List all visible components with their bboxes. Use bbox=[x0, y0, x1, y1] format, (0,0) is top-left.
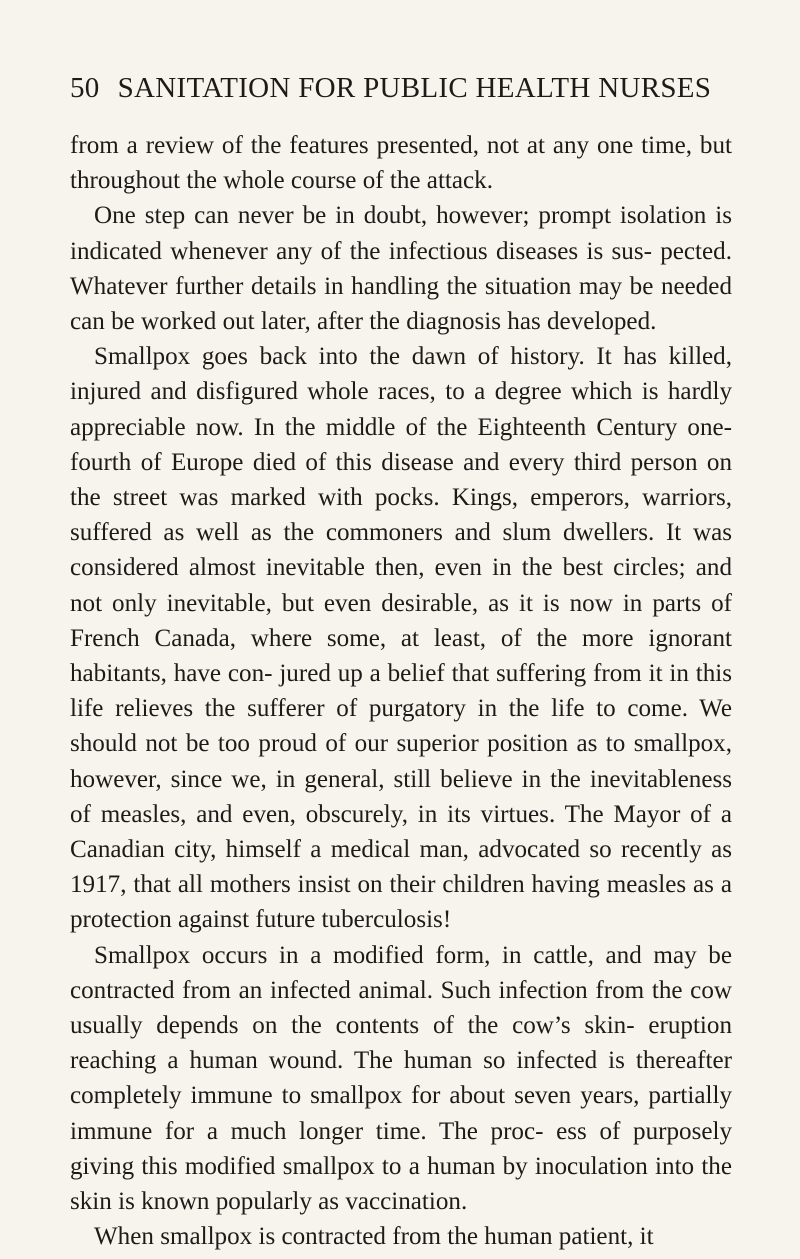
running-title: SANITATION FOR PUBLIC HEALTH NURSES bbox=[117, 72, 712, 104]
paragraph: Smallpox goes back into the dawn of history. It has killed, injured and disfigured whole races, to a degree which is hardly appreciable now. In the middle of the Eighteenth Century one-fourth of Europe died of this disease and every third person on the street was marked with pocks. Kings, emperors, warriors, suffered as well as the commoners and slum dwellers. It was considered almost inevitable then, even in the best circles; and not only inevitable, but even desirable, as it is now in parts of French Canada, where some, at least, of the more ignorant habitants, have con- jured up a belief that suffering from it in this life relieves the sufferer of purgatory in the life to come. We should not be too proud of our superior position as to smallpox, however, since we, in general, still believe in the inevitableness of measles, and even, obscurely, in its virtues. The Mayor of a Canadian city, himself a medical man, advocated so recently as 1917, that all mothers insist on their children having measles as a protection against future tuberculosis! bbox=[70, 343, 732, 934]
page-number: 50 bbox=[70, 72, 100, 104]
paragraph: from a review of the features presented, not at any one time, but throughout the whole course of the attack. bbox=[70, 132, 732, 195]
paragraph: Smallpox occurs in a modified form, in cattle, and may be contracted from an infected animal. Such infection from the cow usually depends on the contents of the cow’s skin- eruption reaching a human wound. The human so infected is thereafter completely immune to smallpox for about seven years, partially immune for a much longer time. The proc- ess of purposely giving this modified smallpox to a human by inoculation into the skin is known popularly as vaccination. bbox=[70, 941, 732, 1216]
page-header bbox=[70, 72, 732, 112]
paragraph: One step can never be in doubt, however; prompt isolation is indicated whenever any of the infectious diseases is sus- pected. Whatever further details in handling the situation may be needed can be worked out later, after the diagnosis has developed. bbox=[70, 202, 732, 336]
body-text bbox=[70, 128, 732, 1255]
paragraph: When smallpox is contracted from the human patient, it bbox=[94, 1223, 654, 1251]
